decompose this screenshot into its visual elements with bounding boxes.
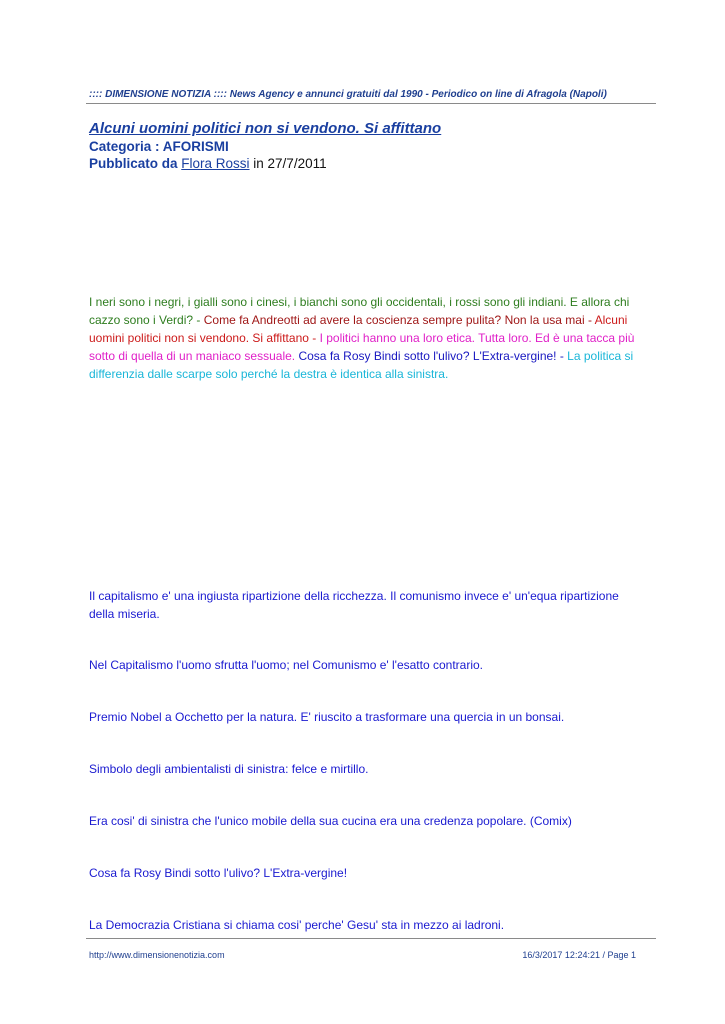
publication-line [89,156,327,171]
quote-credenza: Era cosi' di sinistra che l'unico mobile della sua cucina era una credenza popolare. (Comix) [89,814,572,828]
published-label: Pubblicato da [89,156,182,171]
author-link[interactable]: Flora Rossi [181,156,250,171]
aforismi-paragraph [89,293,637,383]
quote-occhetto: Premio Nobel a Occhetto per la natura. E' riuscito a trasformare una quercia in un bonsai. [89,710,565,724]
footer-url-link[interactable]: http://www.dimensionenotizia.com [89,950,225,960]
quote-bindi: Cosa fa Rosy Bindi sotto l'ulivo? L'Extra-vergine! [89,866,348,880]
quote-ambientalisti: Simbolo degli ambientalisti di sinistra: felce e mirtillo. [89,762,369,776]
publication-date: in 27/7/2011 [249,156,327,171]
quote-comunismo: Nel Capitalismo l'uomo sfrutta l'uomo; nel Comunismo e' l'esatto contrario. [89,658,483,672]
aforisma-segment: La politica si differenzia dalle scarpe solo perché la destra è identica alla sinistra. [89,349,634,381]
aforisma-segment: Alcuni uomini politici non si vendono. Si affittano - [89,313,628,345]
aforisma-segment: Come fa Andreotti ad avere la coscienza sempre pulita? Non la usa mai - [203,313,595,327]
footer-divider [86,938,656,939]
category-value: AFORISMI [162,139,229,154]
aforisma-segment: Cosa fa Rosy Bindi sotto l'ulivo? L'Extra-vergine! - [298,349,568,363]
quote-democrazia-cristiana: La Democrazia Cristiana si chiama cosi' perche' Gesu' sta in mezzo ai ladroni. [89,918,505,932]
aforisma-segment: I politici hanno una loro etica. Tutta loro. Ed è una tacca più sotto di quella di un maniaco sessuale. [89,331,635,363]
header-banner: :::: DIMENSIONE NOTIZIA :::: News Agency e annunci gratuiti dal 1990 - Periodico on line di Afragola (Napoli) [89,89,607,100]
category-label: Categoria : [89,139,163,154]
category-line [89,139,229,154]
aforisma-segment: I neri sono i negri, i gialli sono i cinesi, i bianchi sono gli occidentali, i rossi sono gli indiani. E allora chi cazzo sono i Verdi? - [89,295,630,327]
article-title-link[interactable]: Alcuni uomini politici non si vendono. Si affittano [89,120,442,137]
header-divider [86,103,656,104]
footer-page-info: 16/3/2017 12:24:21 / Page 1 [522,950,636,960]
quote-capitalismo: Il capitalismo e' una ingiusta ripartizione della ricchezza. Il comunismo invece e' un'equa ripartizione della miseria. [89,589,619,621]
